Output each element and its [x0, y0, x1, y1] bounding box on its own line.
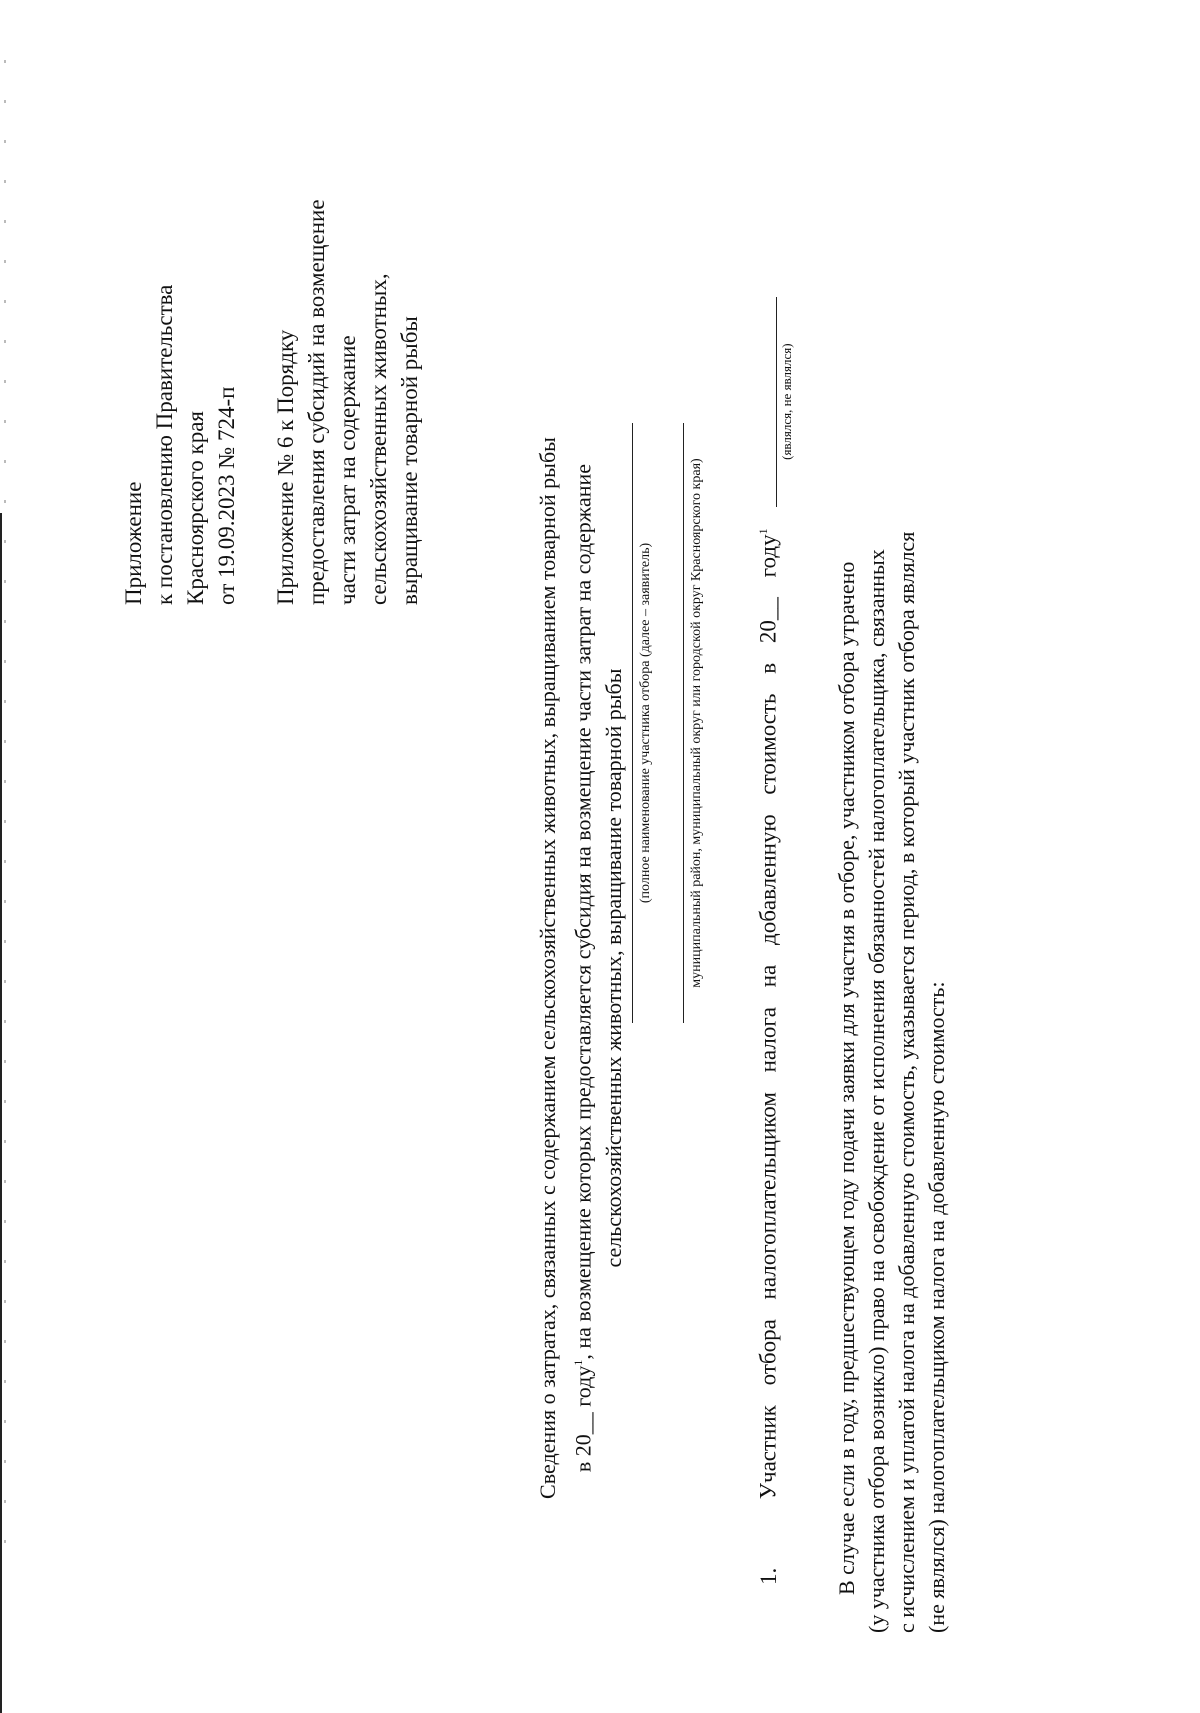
item-number: 1.: [755, 1567, 781, 1585]
item-word: в: [755, 662, 781, 674]
header-line: от 19.09.2023 № 724-п: [214, 386, 239, 605]
appendix-line: сельскохозяйственных животных,: [366, 273, 391, 605]
header-line: Красноярского края: [183, 411, 208, 605]
applicant-name-caption: (полное наименование участника отбора (далее – заявитель): [638, 542, 653, 904]
item-word: налога: [755, 1007, 781, 1073]
item-word: году: [755, 534, 781, 578]
item-word: отбора: [755, 1319, 781, 1386]
municipality-caption: муниципальный район, муниципальный округ или городской округ Красноярского края): [689, 458, 704, 988]
footnote-mark: 1: [756, 528, 770, 535]
appendix-line: предоставления субсидий на возмещение: [304, 199, 329, 605]
municipality-line[interactable]: [683, 423, 684, 1023]
vat-answer-caption: (являлся, не являлся): [779, 343, 794, 460]
item-word: добавленную: [755, 814, 781, 945]
item-word: стоимость: [755, 693, 781, 795]
document-title: [532, 303, 629, 1633]
paragraph-line: с исчислением и уплатой налога на добавленную стоимость, указывается период, в который участник отбора являлся: [894, 531, 919, 1633]
vat-exemption-paragraph: [832, 73, 952, 1633]
paragraph-line: (у участника отбора возникло) право на освобождение от исполнения обязанностей налогоплательщика, связанных: [864, 549, 889, 1633]
vat-answer-line[interactable]: [776, 297, 777, 507]
appendix-line: Приложение № 6 к Порядку: [273, 329, 298, 605]
item-word: на: [755, 964, 781, 988]
appendix-header: [118, 45, 425, 605]
title-line-3: сельскохозяйственных животных, выращивание товарной рыбы: [601, 668, 627, 1268]
item-year: 20__: [755, 597, 781, 644]
item-word: налогоплательщиком: [755, 1092, 781, 1300]
applicant-fields: [632, 423, 706, 1023]
header-line: Приложение: [121, 481, 146, 605]
applicant-name-line[interactable]: [632, 423, 633, 1023]
paragraph-line: (не являлся) налогоплательщиком налога на добавленную стоимость:: [924, 981, 949, 1633]
item-1-vat-status: [748, 185, 795, 1585]
title-line-2-text: , на возмещение которых предоставляется субсидия на возмещение части затрат на содержание: [570, 463, 596, 1360]
header-line: к постановлению Правительства: [152, 284, 177, 605]
vat-answer-field[interactable]: [748, 297, 795, 507]
scan-top-border: [0, 513, 2, 1713]
header-gap: [242, 45, 270, 605]
title-line-2: [563, 303, 598, 1633]
appendix-line: выращивание товарной рыбы: [397, 316, 422, 605]
appendix-line: части затрат на содержание: [335, 335, 360, 605]
title-line-1: Сведения о затратах, связанных с содержанием сельскохозяйственных животных, выращиванием товарной рыбы: [535, 437, 560, 1499]
footnote-mark: 1: [571, 1359, 585, 1366]
title-year: в 20__ году: [570, 1365, 596, 1473]
item-word: Участник: [755, 1405, 781, 1500]
paragraph-line: В случае если в году, предшествующем году подачи заявки для участия в отборе, участником отбора утрачено: [834, 561, 859, 1595]
